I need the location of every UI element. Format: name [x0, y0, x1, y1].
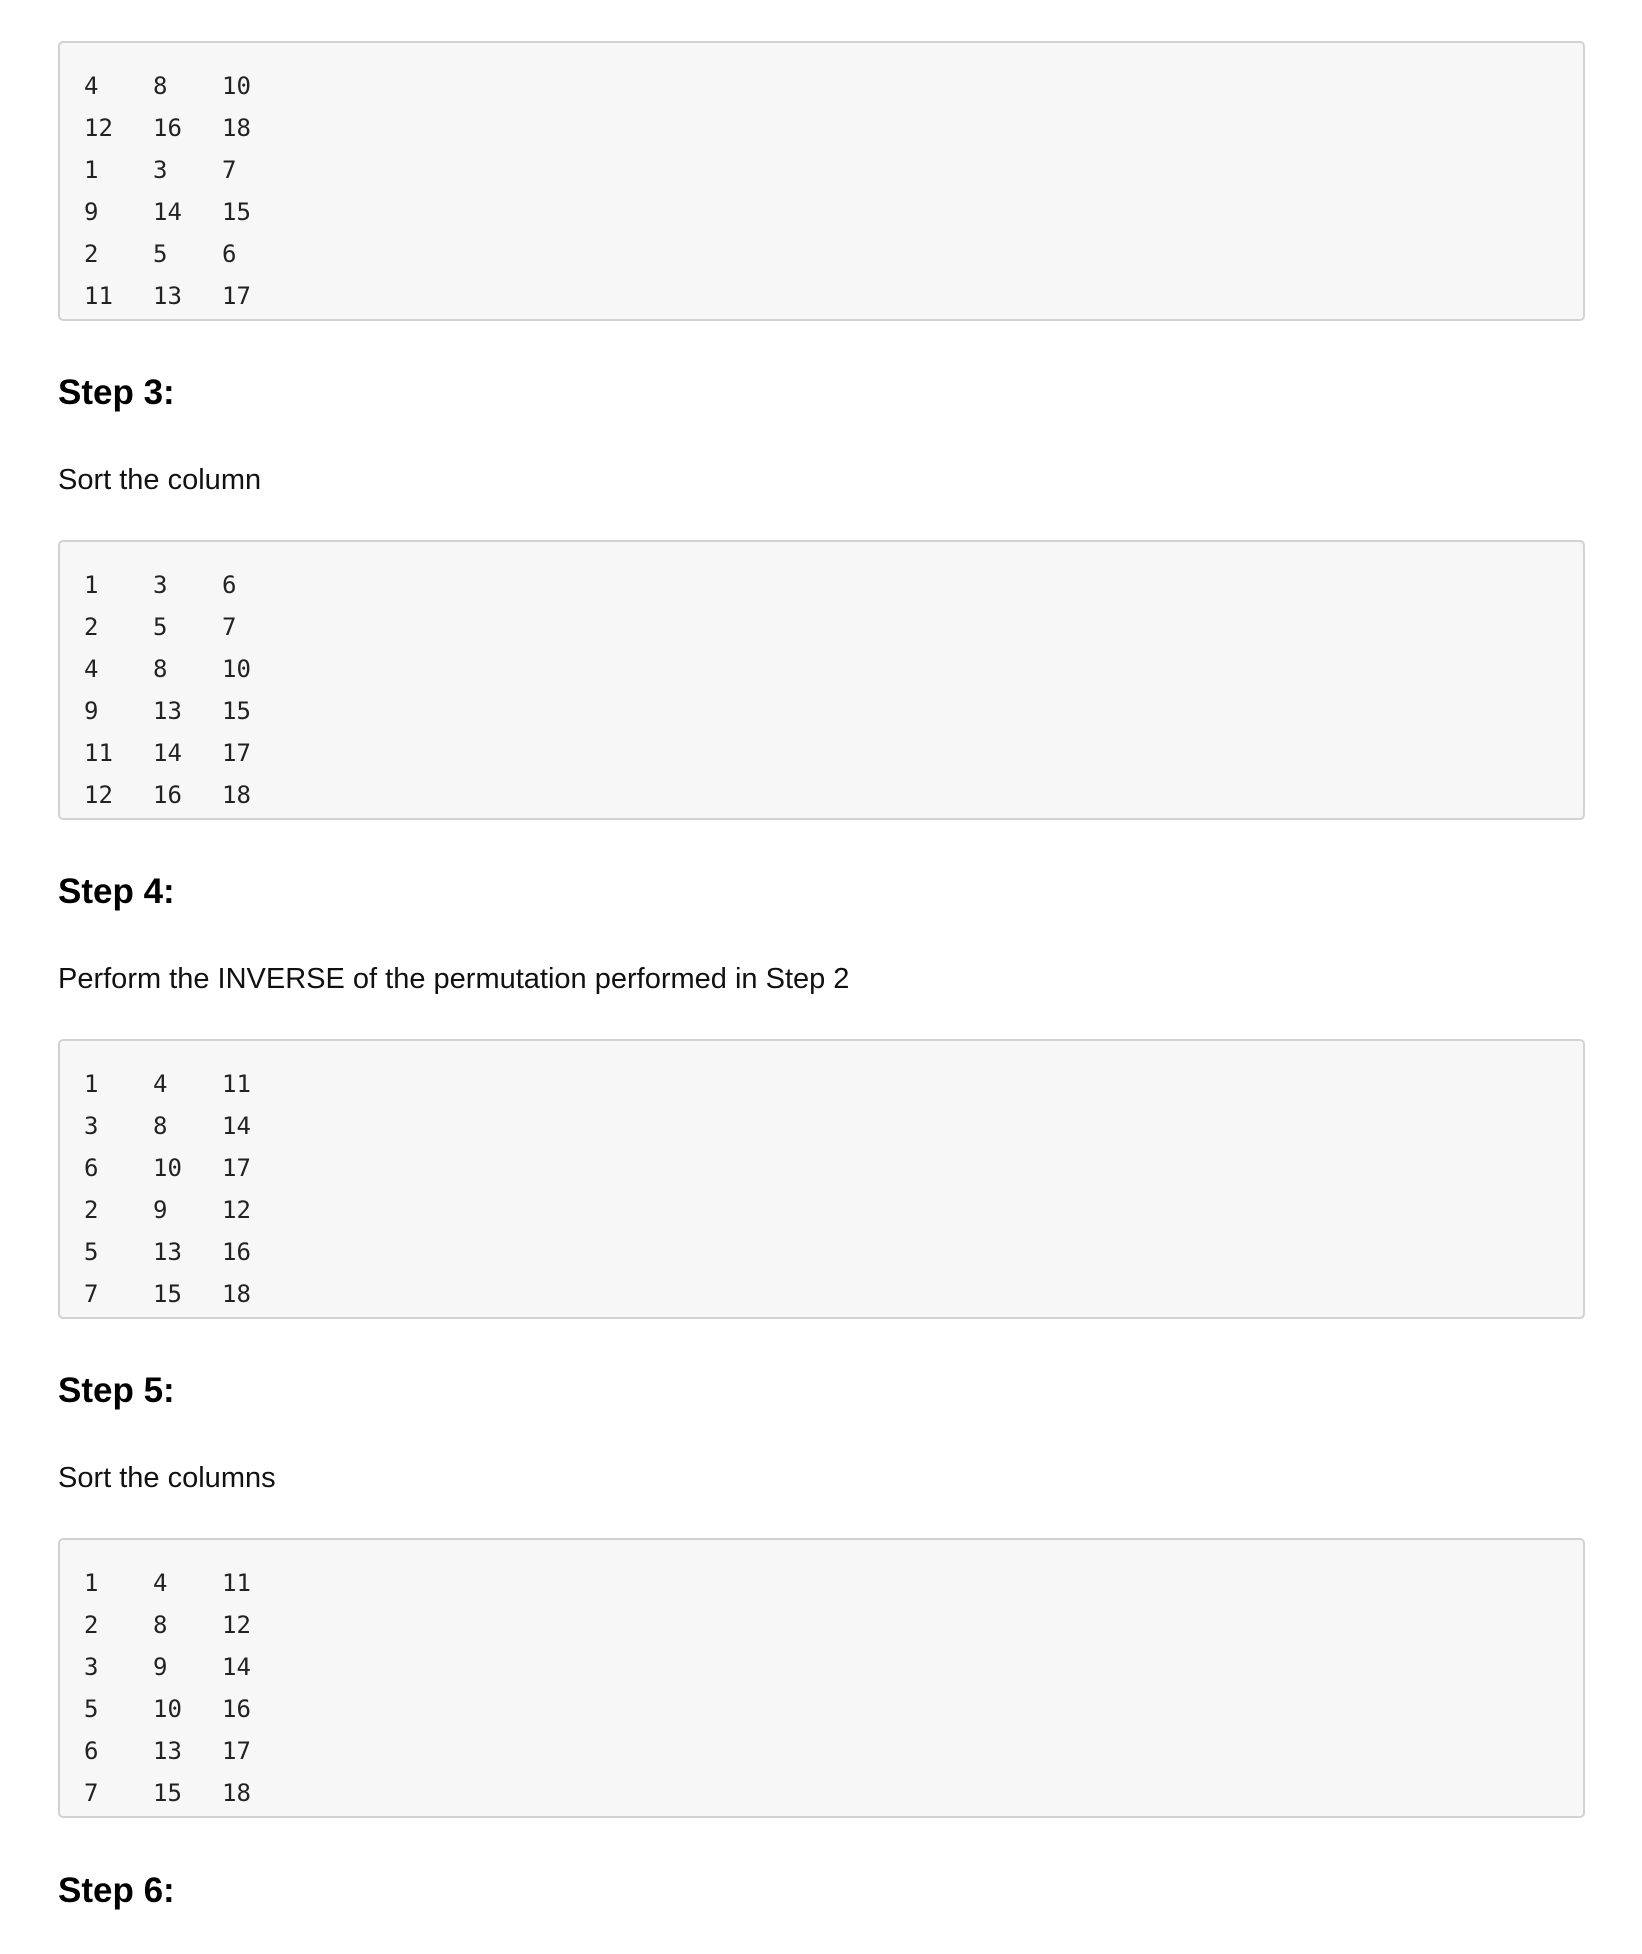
step-4-text: Perform the INVERSE of the permutation performed in Step 2 [58, 963, 850, 995]
code-cell: 4 [153, 1070, 168, 1098]
code-row [84, 564, 1583, 606]
code-row [84, 1730, 1583, 1772]
code-cell: 6 [84, 1737, 99, 1765]
code-row [84, 732, 1583, 774]
code-cell: 1 [84, 1569, 99, 1597]
code-cell: 18 [222, 1280, 251, 1308]
code-cell: 8 [153, 72, 168, 100]
code-cell: 11 [222, 1070, 251, 1098]
code-row [84, 1562, 1583, 1604]
code-block-step-5 [58, 1538, 1585, 1818]
code-cell: 5 [84, 1695, 99, 1723]
step-3-text: Sort the column [58, 464, 262, 496]
code-cell: 8 [153, 655, 168, 683]
code-cell: 1 [84, 571, 99, 599]
code-cell: 12 [84, 114, 113, 142]
code-cell: 6 [222, 240, 237, 268]
code-cell: 17 [222, 1737, 251, 1765]
code-cell: 16 [153, 114, 182, 142]
code-cell: 3 [153, 156, 168, 184]
code-cell: 5 [153, 613, 168, 641]
code-cell: 12 [222, 1611, 251, 1639]
code-row [84, 1646, 1583, 1688]
code-cell: 3 [84, 1112, 99, 1140]
code-cell: 6 [222, 571, 237, 599]
code-cell: 14 [222, 1653, 251, 1681]
code-cell: 17 [222, 1154, 251, 1182]
code-cell: 10 [222, 655, 251, 683]
code-cell: 9 [153, 1196, 168, 1224]
code-row [84, 191, 1583, 233]
code-cell: 18 [222, 1779, 251, 1807]
code-row [84, 1189, 1583, 1231]
code-row [84, 606, 1583, 648]
code-cell: 11 [222, 1569, 251, 1597]
code-row [84, 233, 1583, 275]
code-cell: 8 [153, 1112, 168, 1140]
code-cell: 14 [153, 739, 182, 767]
code-cell: 17 [222, 282, 251, 310]
code-cell: 10 [153, 1154, 182, 1182]
code-block-step-4 [58, 1039, 1585, 1319]
step-5-text: Sort the columns [58, 1462, 276, 1494]
code-row [84, 690, 1583, 732]
code-cell: 4 [84, 655, 99, 683]
code-cell: 9 [153, 1653, 168, 1681]
code-cell: 15 [153, 1779, 182, 1807]
code-cell: 13 [153, 282, 182, 310]
code-cell: 11 [84, 282, 113, 310]
step-4-heading: Step 4: [58, 872, 175, 911]
step-5-heading: Step 5: [58, 1371, 175, 1410]
code-cell: 13 [153, 697, 182, 725]
code-cell: 14 [153, 198, 182, 226]
code-cell: 16 [222, 1238, 251, 1266]
code-row [84, 1147, 1583, 1189]
code-block-step-2 [58, 41, 1585, 321]
code-cell: 7 [222, 613, 237, 641]
code-cell: 16 [153, 781, 182, 809]
code-cell: 2 [84, 1196, 99, 1224]
code-cell: 13 [153, 1238, 182, 1266]
code-cell: 13 [153, 1737, 182, 1765]
code-row [84, 275, 1583, 317]
code-cell: 6 [84, 1154, 99, 1182]
code-cell: 7 [222, 156, 237, 184]
code-cell: 5 [153, 240, 168, 268]
code-row [84, 1772, 1583, 1814]
code-cell: 2 [84, 240, 99, 268]
code-cell: 5 [84, 1238, 99, 1266]
code-cell: 18 [222, 781, 251, 809]
code-row [84, 149, 1583, 191]
code-cell: 15 [222, 198, 251, 226]
code-row [84, 1105, 1583, 1147]
code-row [84, 1063, 1583, 1105]
code-cell: 4 [84, 72, 99, 100]
code-row [84, 1231, 1583, 1273]
code-cell: 2 [84, 1611, 99, 1639]
code-cell: 16 [222, 1695, 251, 1723]
code-block-step-3 [58, 540, 1585, 820]
code-row [84, 107, 1583, 149]
code-cell: 15 [222, 697, 251, 725]
code-cell: 10 [153, 1695, 182, 1723]
code-row [84, 1604, 1583, 1646]
code-cell: 17 [222, 739, 251, 767]
code-cell: 7 [84, 1280, 99, 1308]
code-cell: 12 [222, 1196, 251, 1224]
code-cell: 3 [84, 1653, 99, 1681]
code-cell: 18 [222, 114, 251, 142]
code-row [84, 65, 1583, 107]
code-cell: 1 [84, 156, 99, 184]
code-cell: 4 [153, 1569, 168, 1597]
code-cell: 8 [153, 1611, 168, 1639]
code-row [84, 774, 1583, 816]
code-cell: 1 [84, 1070, 99, 1098]
code-cell: 11 [84, 739, 113, 767]
code-row [84, 648, 1583, 690]
code-cell: 3 [153, 571, 168, 599]
code-cell: 10 [222, 72, 251, 100]
code-row [84, 1273, 1583, 1315]
code-cell: 9 [84, 198, 99, 226]
code-row [84, 1688, 1583, 1730]
code-cell: 12 [84, 781, 113, 809]
code-cell: 2 [84, 613, 99, 641]
code-cell: 9 [84, 697, 99, 725]
code-cell: 14 [222, 1112, 251, 1140]
step-6-heading: Step 6: [58, 1871, 175, 1910]
step-3-heading: Step 3: [58, 373, 175, 412]
code-cell: 7 [84, 1779, 99, 1807]
code-cell: 15 [153, 1280, 182, 1308]
